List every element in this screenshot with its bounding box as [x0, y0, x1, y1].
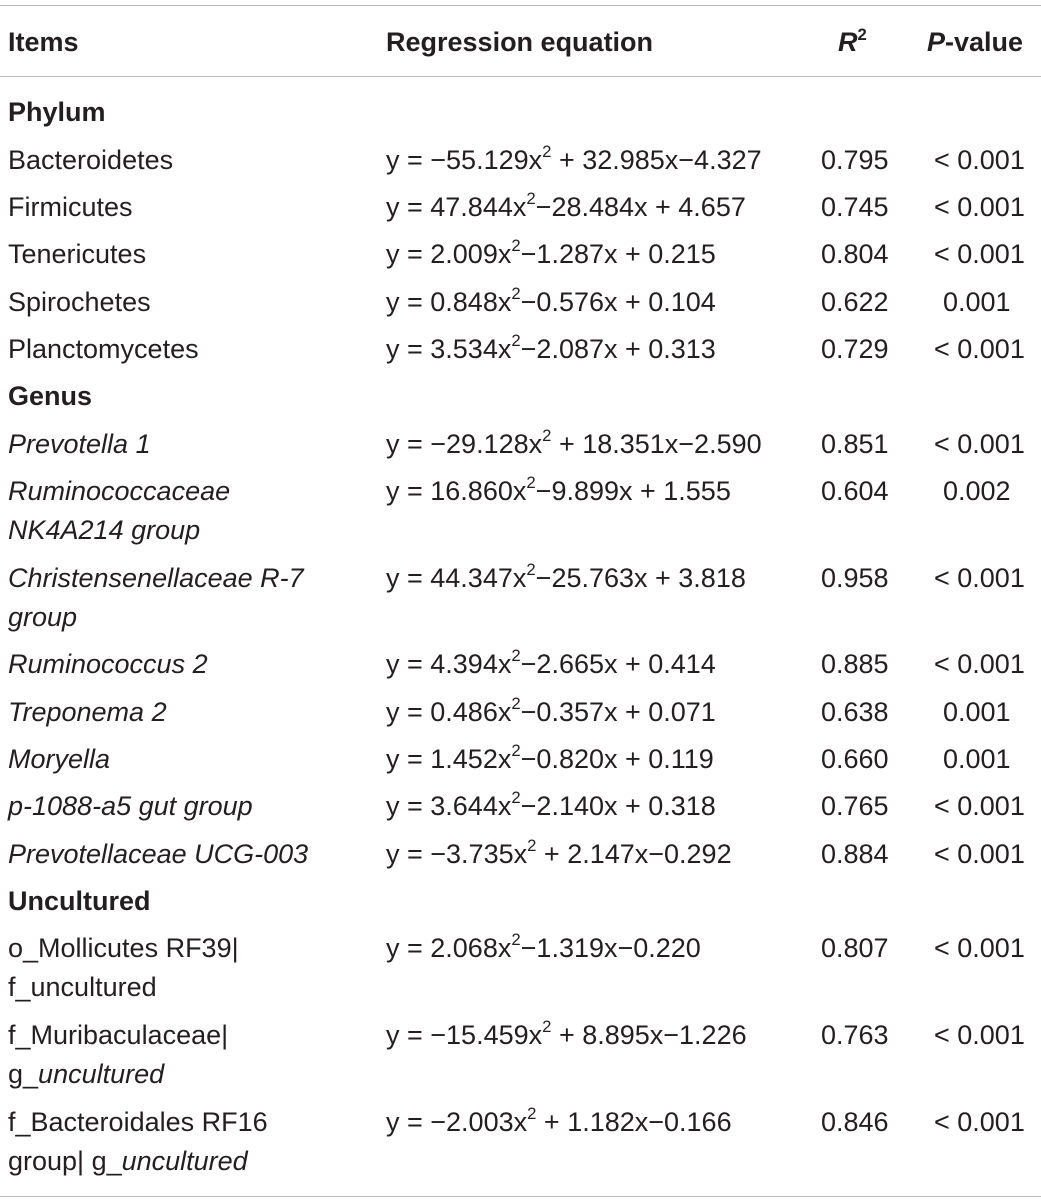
equation: $y = 47.844x^2-28.484x + 4.657$	[386, 188, 746, 222]
p-value: < 0.001	[934, 649, 1025, 679]
p-value: < 0.001	[934, 334, 1025, 364]
section-label: Uncultured	[8, 886, 151, 916]
r2-value: 0.745	[821, 192, 889, 222]
equation: $y = 16.860x^2-9.899x + 1.555$	[386, 472, 731, 506]
item-name: Christensenellaceae R-7 group	[8, 563, 304, 632]
r2-value: 0.795	[821, 145, 889, 175]
r2-value: 0.763	[821, 1020, 889, 1050]
equation: $y = 3.644x^2-2.140x + 0.318$	[386, 787, 716, 821]
equation: $y = 44.347x^2-25.763x + 3.818$	[386, 559, 746, 593]
item-name: Ruminococcus 2	[8, 649, 208, 679]
p-value: < 0.001	[934, 791, 1025, 821]
r2-value: 0.660	[821, 744, 889, 774]
p-value: 0.001	[943, 287, 1011, 317]
item-name: Prevotella 1	[8, 429, 151, 459]
header-rule	[0, 76, 1041, 77]
equation: $y = -3.735x^2 + 2.147x-0.292$	[386, 835, 732, 869]
equation: $y = 0.848x^2-0.576x + 0.104$	[386, 283, 716, 317]
r2-value: 0.885	[821, 649, 889, 679]
item-name: Ruminococcaceae NK4A214 group	[8, 476, 231, 545]
r2-value: 0.804	[821, 239, 889, 269]
p-value: < 0.001	[934, 1020, 1025, 1050]
equation: $y = -29.128x^2 + 18.351x-2.590$	[386, 425, 762, 459]
r2-value: 0.851	[821, 429, 889, 459]
equation: $y = 2.009x^2-1.287x + 0.215$	[386, 235, 716, 269]
equation: $y = 3.534x^2-2.087x + 0.313$	[386, 330, 716, 364]
item-name: Bacteroidetes	[8, 145, 174, 175]
p-value: < 0.001	[934, 839, 1025, 869]
item-name: Spirochetes	[8, 287, 151, 317]
r2-value: 0.765	[821, 791, 889, 821]
p-value: 0.001	[943, 697, 1011, 727]
header-p-value: P-value	[927, 27, 1024, 57]
p-value: < 0.001	[934, 429, 1025, 459]
item-name: Prevotellaceae UCG-003	[8, 839, 309, 869]
section-label: Phylum	[8, 97, 106, 127]
p-value: < 0.001	[934, 239, 1025, 269]
header-items: Items	[8, 27, 79, 57]
equation: $y = -2.003x^2 + 1.182x-0.166$	[386, 1103, 732, 1137]
p-value: < 0.001	[934, 192, 1025, 222]
top-rule	[0, 5, 1041, 6]
item-name: f_Muribaculaceae| g_uncultured	[8, 1020, 229, 1089]
p-value: 0.001	[943, 744, 1011, 774]
r2-value: 0.604	[821, 476, 889, 506]
p-value: < 0.001	[934, 933, 1025, 963]
r2-value: 0.638	[821, 697, 889, 727]
r2-value: 0.622	[821, 287, 889, 317]
p-value: < 0.001	[934, 145, 1025, 175]
item-name: Treponema 2	[8, 697, 167, 727]
p-value: 0.002	[943, 476, 1011, 506]
item-name: Planctomycetes	[8, 334, 199, 364]
equation: $y = 0.486x^2-0.357x + 0.071$	[386, 693, 716, 727]
p-value: < 0.001	[934, 1107, 1025, 1137]
equation: $y = 1.452x^2-0.820x + 0.119$	[386, 740, 714, 774]
bottom-rule	[0, 1196, 1041, 1197]
header-r2: $R^2$	[838, 25, 867, 57]
r2-value: 0.958	[821, 563, 889, 593]
item-name: o_Mollicutes RF39| f_uncultured	[8, 933, 239, 1002]
header-equation: Regression equation	[386, 27, 654, 57]
item-name: p-1088-a5 gut group	[8, 791, 253, 821]
item-name: f_Bacteroidales RF16 group| g_uncultured	[8, 1107, 268, 1176]
item-name: Moryella	[8, 744, 111, 774]
item-name: Firmicutes	[8, 192, 133, 222]
equation: $y = 4.394x^2-2.665x + 0.414$	[386, 645, 716, 679]
r2-value: 0.884	[821, 839, 889, 869]
equation: $y = -15.459x^2 + 8.895x-1.226$	[386, 1016, 747, 1050]
p-value: < 0.001	[934, 563, 1025, 593]
r2-value: 0.807	[821, 933, 889, 963]
equation: $y = -55.129x^2 + 32.985x-4.327$	[386, 141, 762, 175]
r2-value: 0.846	[821, 1107, 889, 1137]
item-name: Tenericutes	[8, 239, 147, 269]
section-label: Genus	[8, 381, 93, 411]
r2-value: 0.729	[821, 334, 889, 364]
equation: $y = 2.068x^2-1.319x-0.220$	[386, 929, 701, 963]
